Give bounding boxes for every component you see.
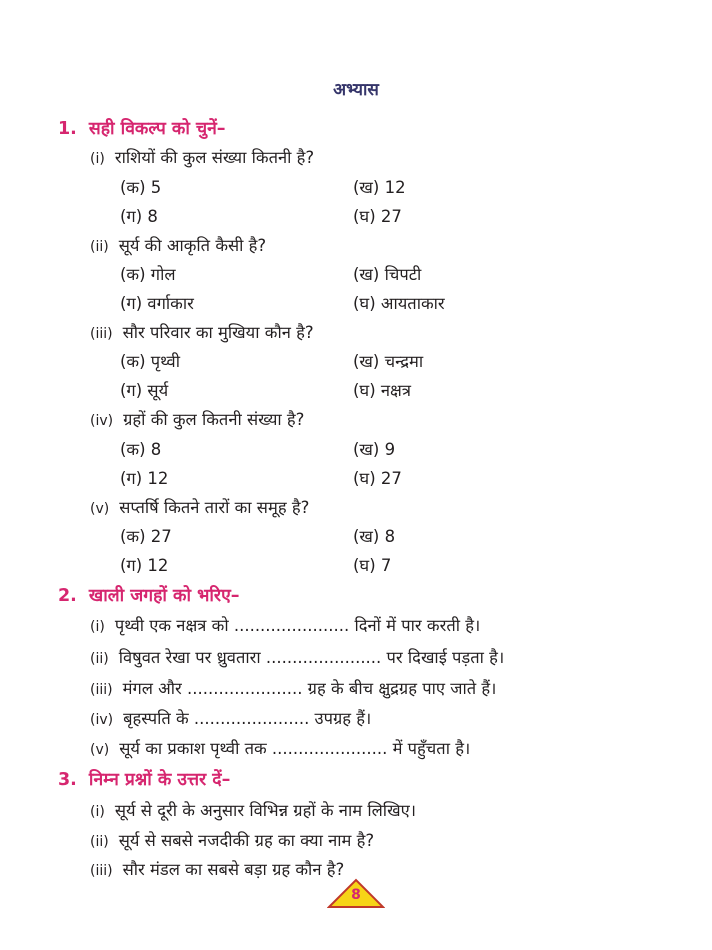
question-4 xyxy=(90,407,304,430)
question-5 xyxy=(90,495,309,518)
option-ka: (क) 27 xyxy=(120,527,172,546)
option-kha: (ख) चन्द्रमा xyxy=(353,352,424,371)
item-text: सूर्य से दूरी के अनुसार विभिन्न ग्रहों के नाम लिखिए। xyxy=(114,801,416,820)
fill-blank-2 xyxy=(90,645,504,668)
section-2-number: 2. xyxy=(58,586,77,606)
item-text: सूर्य का प्रकाश पृथ्वी तक ...................... में पहुँचता है। xyxy=(119,739,471,758)
item-number: (ii) xyxy=(90,651,109,667)
item-text: सूर्य से सबसे नजदीकी ग्रह का क्या नाम है? xyxy=(118,831,375,850)
option-gha: (घ) 27 xyxy=(353,469,402,488)
question-text: सूर्य की आकृति कैसी है? xyxy=(118,236,267,255)
option-ka: (क) गोल xyxy=(120,265,176,284)
section-3-heading xyxy=(58,767,230,791)
question-number: (ii) xyxy=(90,239,109,255)
item-text: सौर मंडल का सबसे बड़ा ग्रह कौन है? xyxy=(122,860,345,879)
item-number: (iii) xyxy=(90,863,113,879)
option-ga: (ग) सूर्य xyxy=(120,381,169,400)
fill-blank-5 xyxy=(90,736,470,759)
question-text: ग्रहों की कुल कितनी संख्या है? xyxy=(123,410,305,429)
question-2 xyxy=(90,233,266,256)
item-number: (ii) xyxy=(90,834,109,850)
question-text: सौर परिवार का मुखिया कौन है? xyxy=(122,323,314,342)
short-answer-2 xyxy=(90,828,374,851)
option-kha: (ख) 9 xyxy=(353,440,396,459)
section-3-title: निम्न प्रश्नों के उत्तर दें– xyxy=(88,770,231,790)
question-1 xyxy=(90,145,314,168)
option-ka: (क) पृथ्वी xyxy=(120,352,180,371)
option-ka: (क) 8 xyxy=(120,440,162,459)
question-number: (i) xyxy=(90,151,105,167)
section-2-heading xyxy=(58,583,240,607)
page-title: अभ्यास xyxy=(333,80,379,100)
option-kha: (ख) 12 xyxy=(353,178,406,197)
fill-blank-1 xyxy=(90,613,480,636)
item-number: (i) xyxy=(90,804,105,820)
option-kha: (ख) 8 xyxy=(353,527,396,546)
section-1-heading xyxy=(58,116,226,140)
question-number: (iv) xyxy=(90,413,114,429)
fill-blank-4 xyxy=(90,706,371,729)
item-number: (iv) xyxy=(90,712,114,728)
question-3 xyxy=(90,320,314,343)
option-kha: (ख) चिपटी xyxy=(353,265,422,284)
option-ka: (क) 5 xyxy=(120,178,162,197)
item-text: बृहस्पति के ...................... उपग्रह हैं। xyxy=(123,709,372,728)
question-text: सप्तर्षि कितने तारों का समूह है? xyxy=(119,498,310,517)
page-number: 8 xyxy=(351,887,361,903)
question-number: (iii) xyxy=(90,326,113,342)
item-text: विषुवत रेखा पर ध्रुवतारा ...................... पर दिखाई पड़ता है। xyxy=(118,648,505,667)
option-gha: (घ) 7 xyxy=(353,556,392,575)
item-number: (i) xyxy=(90,619,105,635)
option-gha: (घ) आयताकार xyxy=(353,294,445,313)
item-text: मंगल और ...................... ग्रह के बीच क्षुद्रग्रह पाए जाते हैं। xyxy=(122,679,497,698)
section-1-title: सही विकल्प को चुनें– xyxy=(88,119,226,139)
section-3-number: 3. xyxy=(58,770,77,790)
short-answer-3 xyxy=(90,857,344,880)
short-answer-1 xyxy=(90,798,416,821)
item-number: (v) xyxy=(90,742,110,758)
section-1-number: 1. xyxy=(58,119,77,139)
option-ga: (ग) 12 xyxy=(120,556,169,575)
option-ga: (ग) वर्गाकार xyxy=(120,294,194,313)
section-2-title: खाली जगहों को भरिए– xyxy=(88,586,240,606)
item-number: (iii) xyxy=(90,682,113,698)
question-number: (v) xyxy=(90,501,110,517)
option-ga: (ग) 8 xyxy=(120,207,158,226)
question-text: राशियों की कुल संख्या कितनी है? xyxy=(114,148,315,167)
page-number-badge xyxy=(327,878,385,908)
option-gha: (घ) नक्षत्र xyxy=(353,381,411,400)
item-text: पृथ्वी एक नक्षत्र को ...................... दिनों में पार करती है। xyxy=(114,616,481,635)
option-gha: (घ) 27 xyxy=(353,207,402,226)
fill-blank-3 xyxy=(90,676,496,699)
option-ga: (ग) 12 xyxy=(120,469,169,488)
